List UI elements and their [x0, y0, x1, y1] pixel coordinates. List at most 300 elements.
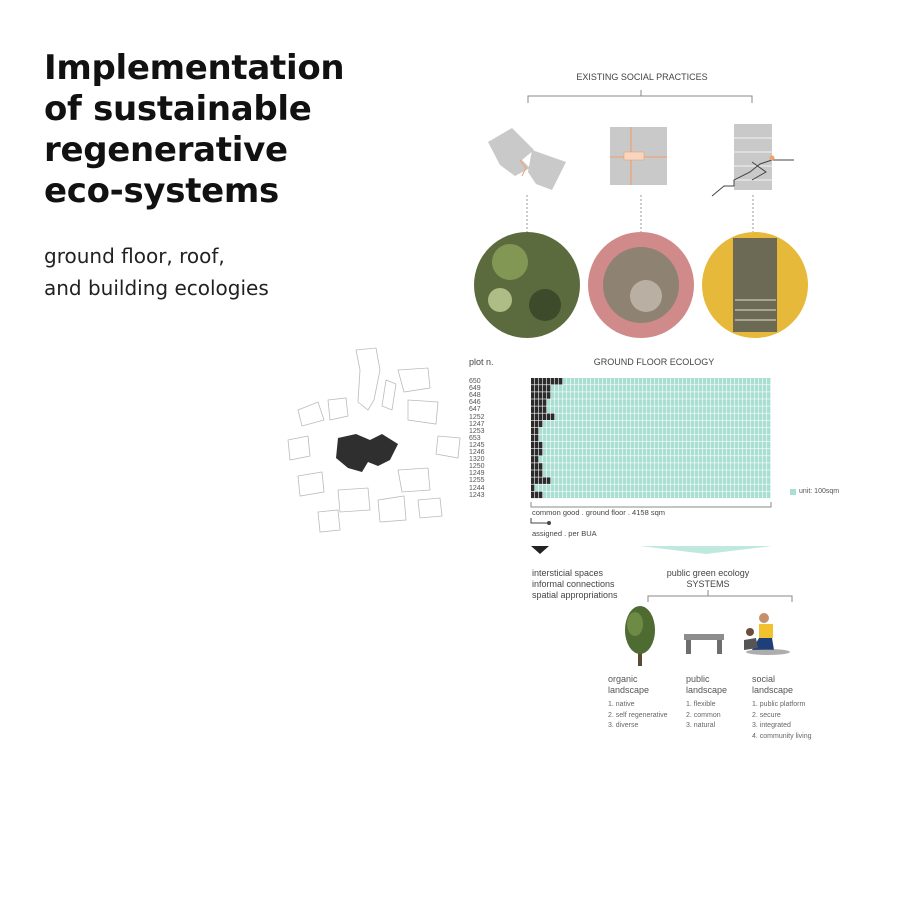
common-unit-cell: [647, 428, 650, 435]
common-unit-cell: [675, 449, 678, 456]
common-unit-cell: [755, 406, 758, 413]
common-unit-cell: [643, 385, 646, 392]
common-unit-cell: [611, 463, 614, 470]
plot-label: 1253: [469, 427, 485, 435]
common-unit-cell: [663, 378, 666, 385]
common-unit-cell: [635, 449, 638, 456]
common-unit-cell: [643, 421, 646, 428]
common-unit-cell: [723, 463, 726, 470]
common-unit-cell: [671, 470, 674, 477]
common-unit-cell: [747, 485, 750, 492]
common-unit-cell: [679, 385, 682, 392]
assigned-unit-cell: [539, 399, 542, 406]
common-unit-cell: [727, 477, 730, 484]
common-unit-cell: [763, 421, 766, 428]
common-unit-cell: [543, 456, 546, 463]
common-unit-cell: [567, 449, 570, 456]
plot-label: 1320: [469, 456, 485, 464]
common-unit-cell: [691, 449, 694, 456]
common-unit-cell: [627, 470, 630, 477]
common-unit-cell: [715, 378, 718, 385]
common-unit-cell: [563, 421, 566, 428]
common-unit-cell: [739, 449, 742, 456]
common-unit-cell: [675, 406, 678, 413]
common-unit-cell: [743, 414, 746, 421]
common-unit-cell: [575, 399, 578, 406]
common-unit-cell: [675, 378, 678, 385]
common-unit-cell: [563, 428, 566, 435]
common-unit-cell: [731, 485, 734, 492]
common-unit-cell: [599, 485, 602, 492]
common-unit-cell: [639, 463, 642, 470]
category-public-title: public landscape: [686, 674, 728, 695]
common-unit-cell: [683, 485, 686, 492]
common-unit-cell: [727, 428, 730, 435]
common-unit-cell: [751, 428, 754, 435]
common-unit-cell: [627, 456, 630, 463]
common-unit-cell: [555, 449, 558, 456]
common-unit-cell: [563, 456, 566, 463]
common-unit-cell: [651, 399, 654, 406]
common-unit-cell: [563, 392, 566, 399]
common-unit-cell: [571, 435, 574, 442]
common-unit-cell: [659, 385, 662, 392]
common-unit-cell: [651, 428, 654, 435]
common-unit-cell: [735, 414, 738, 421]
common-unit-cell: [767, 392, 770, 399]
common-unit-cell: [699, 449, 702, 456]
common-unit-cell: [695, 392, 698, 399]
common-unit-cell: [679, 414, 682, 421]
common-unit-cell: [751, 485, 754, 492]
common-unit-cell: [631, 421, 634, 428]
common-unit-cell: [583, 470, 586, 477]
assigned-unit-cell: [551, 414, 554, 421]
common-unit-cell: [627, 449, 630, 456]
common-unit-cell: [727, 456, 730, 463]
common-unit-cell: [587, 470, 590, 477]
common-unit-cell: [695, 385, 698, 392]
common-unit-cell: [607, 428, 610, 435]
assigned-unit-cell: [535, 449, 538, 456]
common-unit-cell: [735, 463, 738, 470]
legend-swatch: [790, 489, 796, 495]
common-unit-cell: [763, 463, 766, 470]
common-unit-cell: [635, 470, 638, 477]
common-unit-cell: [707, 399, 710, 406]
common-unit-cell: [687, 456, 690, 463]
assigned-unit-cell: [535, 421, 538, 428]
common-unit-cell: [647, 421, 650, 428]
common-unit-cell: [603, 399, 606, 406]
common-unit-cell: [715, 442, 718, 449]
common-unit-cell: [659, 442, 662, 449]
common-unit-cell: [547, 428, 550, 435]
common-unit-cell: [747, 456, 750, 463]
common-unit-cell: [611, 449, 614, 456]
assigned-unit-cell: [531, 442, 534, 449]
common-unit-cell: [763, 442, 766, 449]
common-unit-cell: [755, 435, 758, 442]
common-unit-cell: [551, 399, 554, 406]
common-unit-cell: [723, 385, 726, 392]
common-unit-cell: [643, 406, 646, 413]
ground-floor-ecology-title: GROUND FLOOR ECOLOGY: [593, 357, 715, 367]
common-unit-cell: [635, 456, 638, 463]
common-unit-cell: [559, 421, 562, 428]
common-unit-cell: [567, 477, 570, 484]
common-unit-cell: [563, 399, 566, 406]
common-unit-cell: [603, 485, 606, 492]
common-unit-cell: [599, 414, 602, 421]
common-unit-cell: [671, 421, 674, 428]
common-unit-cell: [703, 399, 706, 406]
common-unit-cell: [699, 392, 702, 399]
common-unit-cell: [647, 406, 650, 413]
common-unit-cell: [623, 449, 626, 456]
common-unit-cell: [615, 421, 618, 428]
common-unit-cell: [703, 428, 706, 435]
common-unit-cell: [583, 406, 586, 413]
assigned-unit-cell: [539, 470, 542, 477]
common-unit-cell: [699, 378, 702, 385]
common-unit-cell: [575, 485, 578, 492]
common-unit-cell: [727, 435, 730, 442]
common-unit-cell: [711, 463, 714, 470]
assigned-unit-cell: [531, 399, 534, 406]
common-unit-cell: [675, 392, 678, 399]
common-unit-cell: [603, 477, 606, 484]
common-unit-cell: [707, 414, 710, 421]
common-unit-cell: [715, 406, 718, 413]
common-unit-cell: [679, 399, 682, 406]
common-unit-cell: [755, 485, 758, 492]
common-unit-cell: [567, 463, 570, 470]
common-unit-cell: [683, 421, 686, 428]
common-unit-cell: [535, 485, 538, 492]
common-unit-cell: [583, 428, 586, 435]
assigned-unit-cell: [535, 385, 538, 392]
common-unit-cell: [755, 399, 758, 406]
common-unit-cell: [579, 392, 582, 399]
common-unit-cell: [731, 449, 734, 456]
common-unit-cell: [579, 399, 582, 406]
common-unit-cell: [559, 385, 562, 392]
common-unit-cell: [547, 442, 550, 449]
common-unit-cell: [755, 463, 758, 470]
common-unit-cell: [727, 463, 730, 470]
common-unit-cell: [543, 470, 546, 477]
common-unit-cell: [583, 442, 586, 449]
assigned-unit-cell: [539, 421, 542, 428]
common-unit-cell: [591, 421, 594, 428]
common-unit-cell: [655, 456, 658, 463]
common-unit-cell: [743, 421, 746, 428]
common-unit-cell: [767, 485, 770, 492]
common-unit-cell: [719, 399, 722, 406]
common-unit-cell: [659, 428, 662, 435]
assigned-unit-cell: [539, 442, 542, 449]
common-unit-cell: [663, 463, 666, 470]
common-unit-cell: [667, 477, 670, 484]
common-unit-cell: [635, 435, 638, 442]
common-unit-cell: [567, 399, 570, 406]
common-unit-cell: [731, 385, 734, 392]
common-unit-cell: [595, 470, 598, 477]
plot-label: 646: [469, 399, 481, 407]
common-unit-cell: [695, 414, 698, 421]
common-unit-cell: [639, 449, 642, 456]
plot-label: 647: [469, 406, 481, 414]
common-unit-cell: [631, 435, 634, 442]
common-unit-cell: [675, 442, 678, 449]
common-unit-cell: [703, 485, 706, 492]
common-unit-cell: [667, 421, 670, 428]
common-unit-cell: [659, 435, 662, 442]
common-unit-cell: [623, 442, 626, 449]
common-unit-cell: [727, 406, 730, 413]
common-unit-cell: [727, 414, 730, 421]
common-unit-cell: [639, 428, 642, 435]
common-unit-cell: [711, 406, 714, 413]
common-unit-cell: [603, 414, 606, 421]
common-unit-cell: [679, 449, 682, 456]
common-unit-cell: [635, 485, 638, 492]
common-unit-cell: [595, 477, 598, 484]
common-unit-cell: [563, 435, 566, 442]
common-unit-cell: [611, 485, 614, 492]
common-unit-cell: [659, 399, 662, 406]
common-unit-cell: [671, 392, 674, 399]
common-unit-cell: [683, 456, 686, 463]
common-unit-cell: [719, 442, 722, 449]
common-unit-cell: [679, 463, 682, 470]
common-unit-cell: [667, 449, 670, 456]
common-unit-cell: [651, 378, 654, 385]
common-unit-cell: [735, 470, 738, 477]
common-unit-cell: [603, 463, 606, 470]
common-unit-cell: [611, 428, 614, 435]
common-unit-cell: [683, 435, 686, 442]
common-unit-cell: [671, 449, 674, 456]
common-unit-cell: [543, 485, 546, 492]
common-unit-cell: [687, 378, 690, 385]
common-unit-cell: [635, 414, 638, 421]
common-unit-cell: [691, 477, 694, 484]
common-unit-cell: [591, 477, 594, 484]
common-unit-cell: [567, 435, 570, 442]
common-unit-cell: [751, 414, 754, 421]
common-unit-cell: [571, 406, 574, 413]
common-unit-cell: [643, 485, 646, 492]
common-unit-cell: [759, 456, 762, 463]
common-unit-cell: [643, 414, 646, 421]
common-unit-cell: [759, 463, 762, 470]
common-unit-cell: [575, 385, 578, 392]
common-unit-cell: [623, 470, 626, 477]
common-unit-cell: [723, 485, 726, 492]
common-unit-cell: [723, 399, 726, 406]
common-unit-cell: [699, 414, 702, 421]
common-unit-cell: [619, 414, 622, 421]
common-unit-cell: [711, 485, 714, 492]
common-unit-cell: [743, 428, 746, 435]
common-unit-cell: [599, 435, 602, 442]
common-unit-cell: [623, 463, 626, 470]
assigned-unit-cell: [543, 385, 546, 392]
common-unit-cell: [699, 421, 702, 428]
common-unit-cell: [759, 435, 762, 442]
common-unit-cell: [743, 385, 746, 392]
common-unit-cell: [643, 392, 646, 399]
common-unit-cell: [599, 477, 602, 484]
common-unit-cell: [767, 449, 770, 456]
common-unit-cell: [663, 421, 666, 428]
common-unit-cell: [735, 435, 738, 442]
common-unit-cell: [663, 442, 666, 449]
common-unit-cell: [711, 442, 714, 449]
common-unit-cell: [667, 385, 670, 392]
common-unit-cell: [739, 463, 742, 470]
bench-icon: [682, 630, 732, 660]
common-unit-cell: [655, 406, 658, 413]
common-unit-cell: [603, 378, 606, 385]
common-unit-cell: [651, 406, 654, 413]
common-unit-cell: [695, 485, 698, 492]
assigned-unit-cell: [531, 470, 534, 477]
common-unit-cell: [619, 456, 622, 463]
common-unit-cell: [707, 378, 710, 385]
common-unit-cell: [695, 477, 698, 484]
common-unit-cell: [567, 406, 570, 413]
common-unit-cell: [571, 392, 574, 399]
common-unit-cell: [699, 477, 702, 484]
common-unit-cell: [635, 385, 638, 392]
common-unit-cell: [635, 378, 638, 385]
common-unit-cell: [695, 406, 698, 413]
common-unit-cell: [767, 421, 770, 428]
common-unit-cell: [671, 463, 674, 470]
common-unit-cell: [735, 392, 738, 399]
common-unit-cell: [731, 406, 734, 413]
common-unit-cell: [683, 378, 686, 385]
common-unit-cell: [611, 406, 614, 413]
common-unit-cell: [615, 449, 618, 456]
common-unit-cell: [723, 414, 726, 421]
assigned-unit-cell: [543, 392, 546, 399]
common-unit-cell: [555, 392, 558, 399]
common-unit-cell: [631, 463, 634, 470]
common-unit-cell: [679, 435, 682, 442]
common-unit-cell: [603, 470, 606, 477]
common-unit-cell: [631, 456, 634, 463]
common-unit-cell: [751, 477, 754, 484]
common-unit-cell: [551, 435, 554, 442]
common-unit-cell: [667, 392, 670, 399]
common-unit-cell: [695, 470, 698, 477]
common-unit-cell: [683, 414, 686, 421]
common-unit-cell: [611, 414, 614, 421]
common-unit-cell: [555, 385, 558, 392]
common-unit-cell: [551, 442, 554, 449]
common-unit-cell: [607, 414, 610, 421]
assigned-unit-cell: [531, 414, 534, 421]
photo-courtyard: [474, 232, 580, 338]
common-unit-cell: [563, 477, 566, 484]
common-unit-cell: [687, 414, 690, 421]
common-unit-cell: [679, 406, 682, 413]
common-unit-cell: [571, 485, 574, 492]
common-unit-cell: [603, 428, 606, 435]
common-unit-cell: [711, 385, 714, 392]
plot-label: 1252: [469, 413, 485, 421]
common-unit-cell: [591, 470, 594, 477]
common-unit-cell: [651, 385, 654, 392]
assigned-unit-cell: [543, 378, 546, 385]
common-unit-cell: [631, 449, 634, 456]
common-unit-cell: [687, 435, 690, 442]
common-unit-cell: [547, 421, 550, 428]
existing-practices-diagram: [0, 0, 901, 360]
common-unit-cell: [603, 449, 606, 456]
plot-label: 650: [469, 378, 481, 385]
common-unit-cell: [619, 378, 622, 385]
common-unit-cell: [727, 442, 730, 449]
common-unit-cell: [755, 421, 758, 428]
common-unit-cell: [583, 477, 586, 484]
common-unit-cell: [643, 463, 646, 470]
common-unit-cell: [759, 392, 762, 399]
common-unit-cell: [567, 421, 570, 428]
common-unit-cell: [647, 463, 650, 470]
common-unit-cell: [551, 463, 554, 470]
common-unit-cell: [723, 428, 726, 435]
common-unit-cell: [723, 442, 726, 449]
common-unit-cell: [759, 406, 762, 413]
common-unit-cell: [743, 399, 746, 406]
common-unit-cell: [631, 442, 634, 449]
common-unit-cell: [563, 470, 566, 477]
common-unit-cell: [563, 485, 566, 492]
common-unit-cell: [683, 392, 686, 399]
common-unit-cell: [627, 485, 630, 492]
common-unit-cell: [691, 463, 694, 470]
common-unit-cell: [575, 456, 578, 463]
common-unit-cell: [579, 477, 582, 484]
common-unit-cell: [663, 399, 666, 406]
common-unit-cell: [699, 428, 702, 435]
common-unit-cell: [623, 378, 626, 385]
common-unit-cell: [691, 392, 694, 399]
common-unit-cell: [547, 485, 550, 492]
common-unit-cell: [559, 463, 562, 470]
common-unit-cell: [767, 435, 770, 442]
common-unit-cell: [679, 428, 682, 435]
common-unit-cell: [727, 399, 730, 406]
common-unit-cell: [691, 442, 694, 449]
common-unit-cell: [691, 414, 694, 421]
common-unit-cell: [607, 378, 610, 385]
common-unit-cell: [659, 378, 662, 385]
common-unit-cell: [575, 406, 578, 413]
category-social-items: 1. public platform 2. secure 3. integrated 4. community living: [752, 701, 812, 740]
common-unit-cell: [587, 414, 590, 421]
common-unit-cell: [707, 470, 710, 477]
common-unit-cell: [751, 456, 754, 463]
assigned-unit-cell: [547, 392, 550, 399]
common-unit-cell: [659, 392, 662, 399]
common-unit-cell: [579, 456, 582, 463]
